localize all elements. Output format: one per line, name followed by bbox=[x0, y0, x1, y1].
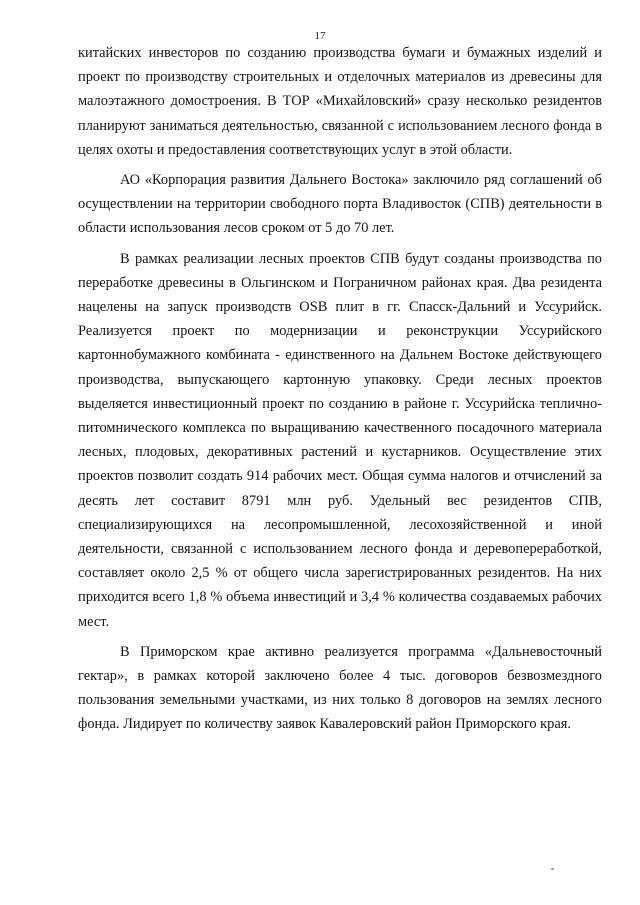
body-text bbox=[78, 41, 602, 737]
paragraph-far-eastern-hectare: В Приморском крае активно реализуется программа «Дальневосточный гектар», в рамках которой заключено более 4 тыс. договоров безвозмездного пользования земельными участками, из них только 8 договоров на землях лесного фонда. Лидирует по количеству заявок Кавалеровский район Приморского края. bbox=[78, 643, 602, 733]
paragraph-corporation-agreements: АО «Корпорация развития Дальнего Востока» заключило ряд соглашений об осуществлении на территории свободного порта Владивосток (СПВ) деятельности в области использования лесов сроком от 5 до 70 лет. bbox=[78, 172, 602, 237]
paragraph-forest-projects: В рамках реализации лесных проектов СПВ будут созданы производства по переработке древесины в Ольгинском и Пограничном районах края. Два резидента нацелены на запуск производств OSB плит в гг. Спасск-Дальний и Уссурийск. Реализуется проект по модернизации и реконструкции Уссурийского картоннобумажного комбината - единственного на Дальнем Востоке действующего производства, выпускающего картонную упаковку. Среди лесных проектов выделяется инвестиционный проект по созданию в районе г. Уссурийска теплично-питомнического комплекса по выращиванию качественного посадочного материала лесных, плодовых, декоративных растений и кустарников. Осуществление этих проектов позволит создать 914 рабочих мест. Общая сумма налогов и отчислений за десять лет составит 8791 млн руб. Удельный вес резидентов СПВ, специализирующихся на лесопромышленной, лесохозяйственной и иной деятельности, связанной с использованием лесного фонда и деревопереработкой, составляет около 2,5 % от общего числа зарегистрированных резидентов. На них приходится всего 1,8 % объема инвестиций и 3,4 % количества создаваемых рабочих мест. bbox=[78, 250, 602, 630]
page-number: 17 bbox=[314, 30, 326, 42]
scan-speck bbox=[551, 868, 554, 870]
paragraph-continuation: китайских инвесторов по созданию производства бумаги и бумажных изделий и проект по производству строительных и отделочных материалов из древесины для малоэтажного домостроения. В ТОР «Михайловский» сразу несколько резидентов планируют заниматься деятельностью, связанной с использованием лесного фонда в целях охоты и предоставления соответствующих услуг в этой области. bbox=[78, 45, 602, 158]
